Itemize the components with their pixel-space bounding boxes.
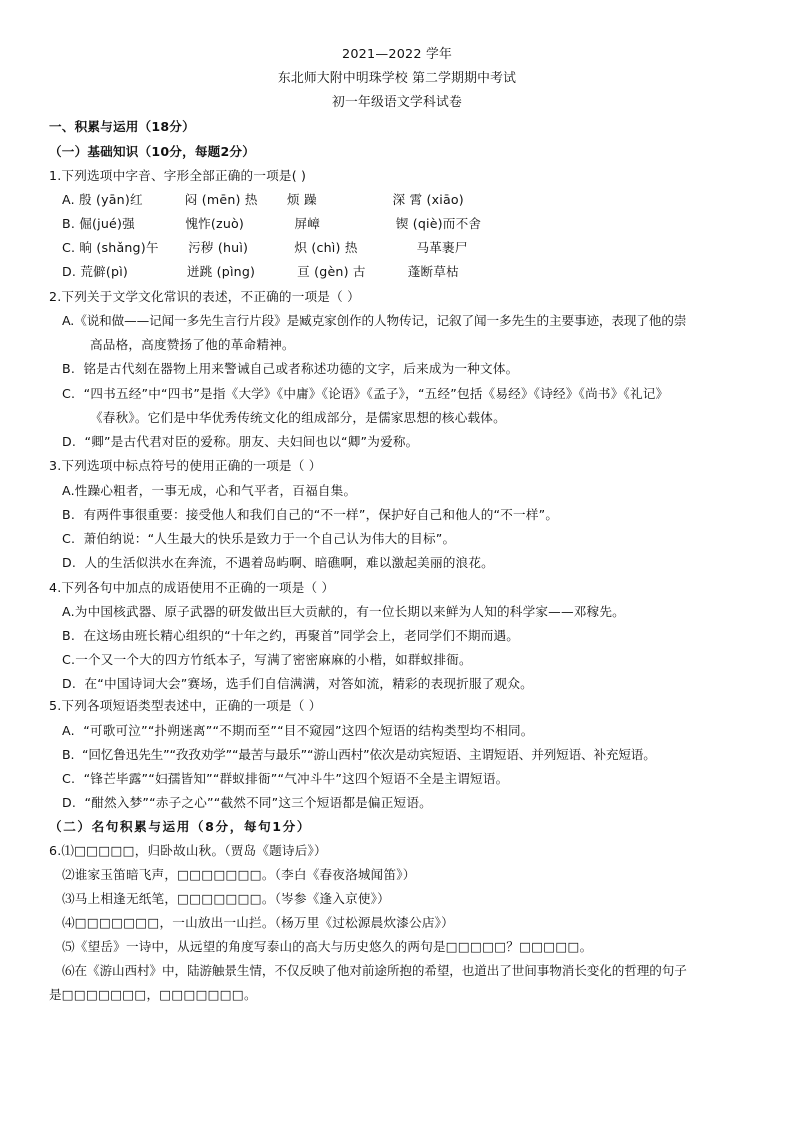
q4-option-b: B. 在这场由班长精心组织的“十年之约，再聚首”同学会上，老同学们不期而遇。 — [62, 628, 520, 643]
q2-option-c: C. “四书五经”中“四书”是指《大学》《中庸》《论语》《孟子》，“五经”包括《易经》《诗经》《尚书》《礼记》 — [62, 386, 669, 401]
q5-option-c: C. “锋芒毕露”“妇孺皆知”“群蚁排衙”“气冲斗牛”这四个短语不全是主谓短语。 — [62, 771, 509, 786]
exam-year: 2021—2022 学年 — [342, 47, 452, 62]
q1-option-a: A. 殷 (yān)红 闷 (mēn) 热 烦 躁 深 霄 (xiāo) — [62, 192, 464, 207]
q3-option-d: D. 人的生活似洪水在奔流，不遇着岛屿啊、暗礁啊，难以激起美丽的浪花。 — [62, 555, 494, 570]
question-2-stem: 2.下列关于文学文化常识的表述，不正确的一项是（ ） — [49, 289, 360, 304]
q2-option-d: D. “卿”是古代君对臣的爱称。朋友、夫妇间也以“卿”为爱称。 — [62, 434, 419, 449]
q3-option-b: B. 有两件事很重要：接受他人和我们自己的“不一样”，保护好自己和他人的“不一样”。 — [62, 507, 559, 522]
question-6-item-5: ⑸《望岳》一诗中，从远望的角度写泰山的高大与历史悠久的两句是□□□□□？□□□□□。 — [62, 939, 593, 954]
question-6-item-1: 6.⑴□□□□□，归卧故山秋。（贾岛《题诗后》） — [49, 843, 327, 858]
q1-option-d: D. 荒僻(pì) 迸跳 (pìng) 亘 (gèn) 古 蓬断草枯 — [62, 264, 459, 279]
paper-title: 初一年级语文学科试卷 — [332, 95, 462, 110]
q2-option-a: A.《说和做——记闻一多先生言行片段》是臧克家创作的人物传记，记叙了闻一多先生的主要事迹，表现了他的崇 — [62, 313, 687, 328]
question-5-stem: 5.下列各项短语类型表述中，正确的一项是（ ） — [49, 698, 322, 713]
q4-option-c: C.一个又一个大的四方竹纸本子，写满了密密麻麻的小楷，如群蚁排衙。 — [62, 652, 472, 667]
question-6-item-6: ⑹在《游山西村》中，陆游触景生情，不仅反映了他对前途所抱的希望，也道出了世间事物消长变化的哲理的句子 — [62, 963, 687, 978]
q3-option-c: C. 萧伯纳说：“人生最大的快乐是致力于一个自己认为伟大的目标”。 — [62, 531, 456, 546]
section-heading-basic: （一）基础知识（10分，每题2分） — [49, 144, 256, 159]
q5-option-a: A. “可歌可泣”“扑朔迷离”“不期而至”“目不窥园”这四个短语的结构类型均不相同。 — [62, 723, 534, 738]
q5-option-b: B. “回忆鲁迅先生”“孜孜劝学”“最苦与最乐”“游山西村”依次是动宾短语、主谓短语、并列短语、补充短语。 — [62, 747, 656, 762]
q5-option-d: D. “酣然入梦”“赤子之心”“截然不同”这三个短语都是偏正短语。 — [62, 795, 432, 810]
q2-option-a-cont: 高品格，高度赞扬了他的革命精神。 — [90, 337, 295, 352]
question-6-item-3: ⑶马上相逢无纸笔，□□□□□□□。（岑参《逢入京使》） — [62, 891, 390, 906]
q4-option-d: D. 在“中国诗词大会”赛场，选手们自信满满，对答如流，精彩的表现折服了观众。 — [62, 676, 533, 691]
section-heading-quotes: （二）名句积累与运用（8分，每句1分） — [49, 819, 312, 834]
q1-option-c: C. 晌 (shǎng)午 污秽 (huì) 炽 (chì) 热 马革裹尸 — [62, 240, 468, 255]
school-exam-title: 东北师大附中明珠学校 第二学期期中考试 — [277, 71, 517, 86]
part-heading: 一、积累与运用（18分） — [49, 119, 195, 134]
question-4-stem: 4.下列各句中加点的成语使用不正确的一项是（ ） — [49, 580, 335, 595]
question-3-stem: 3.下列选项中标点符号的使用正确的一项是（ ） — [49, 458, 322, 473]
q1-option-b: B. 倔(jué)强 愧怍(zuò) 屏嶂 锲 (qiè)而不舍 — [62, 216, 482, 231]
question-6-item-2: ⑵谁家玉笛暗飞声，□□□□□□□。（李白《春夜洛城闻笛》） — [62, 867, 416, 882]
question-6-item-4: ⑷□□□□□□□，一山放出一山拦。（杨万里《过松源晨炊漆公店》） — [62, 915, 454, 930]
q2-option-b: B. 铭是古代刻在器物上用来警诫自己或者称述功德的文字，后来成为一种文体。 — [62, 361, 519, 376]
question-1-stem: 1.下列选项中字音、字形全部正确的一项是( ) — [49, 168, 307, 183]
q4-option-a: A.为中国核武器、原子武器的研发做出巨大贡献的，有一位长期以来鲜为人知的科学家——邓稼先。 — [62, 604, 625, 619]
q2-option-c-cont: 《春秋》。它们是中华优秀传统文化的组成部分，是儒家思想的核心载体。 — [90, 410, 506, 425]
q3-option-a: A.性躁心粗者，一事无成，心和气平者，百福自集。 — [62, 483, 357, 498]
question-6-item-6-cont: 是□□□□□□□，□□□□□□□。 — [49, 987, 257, 1002]
